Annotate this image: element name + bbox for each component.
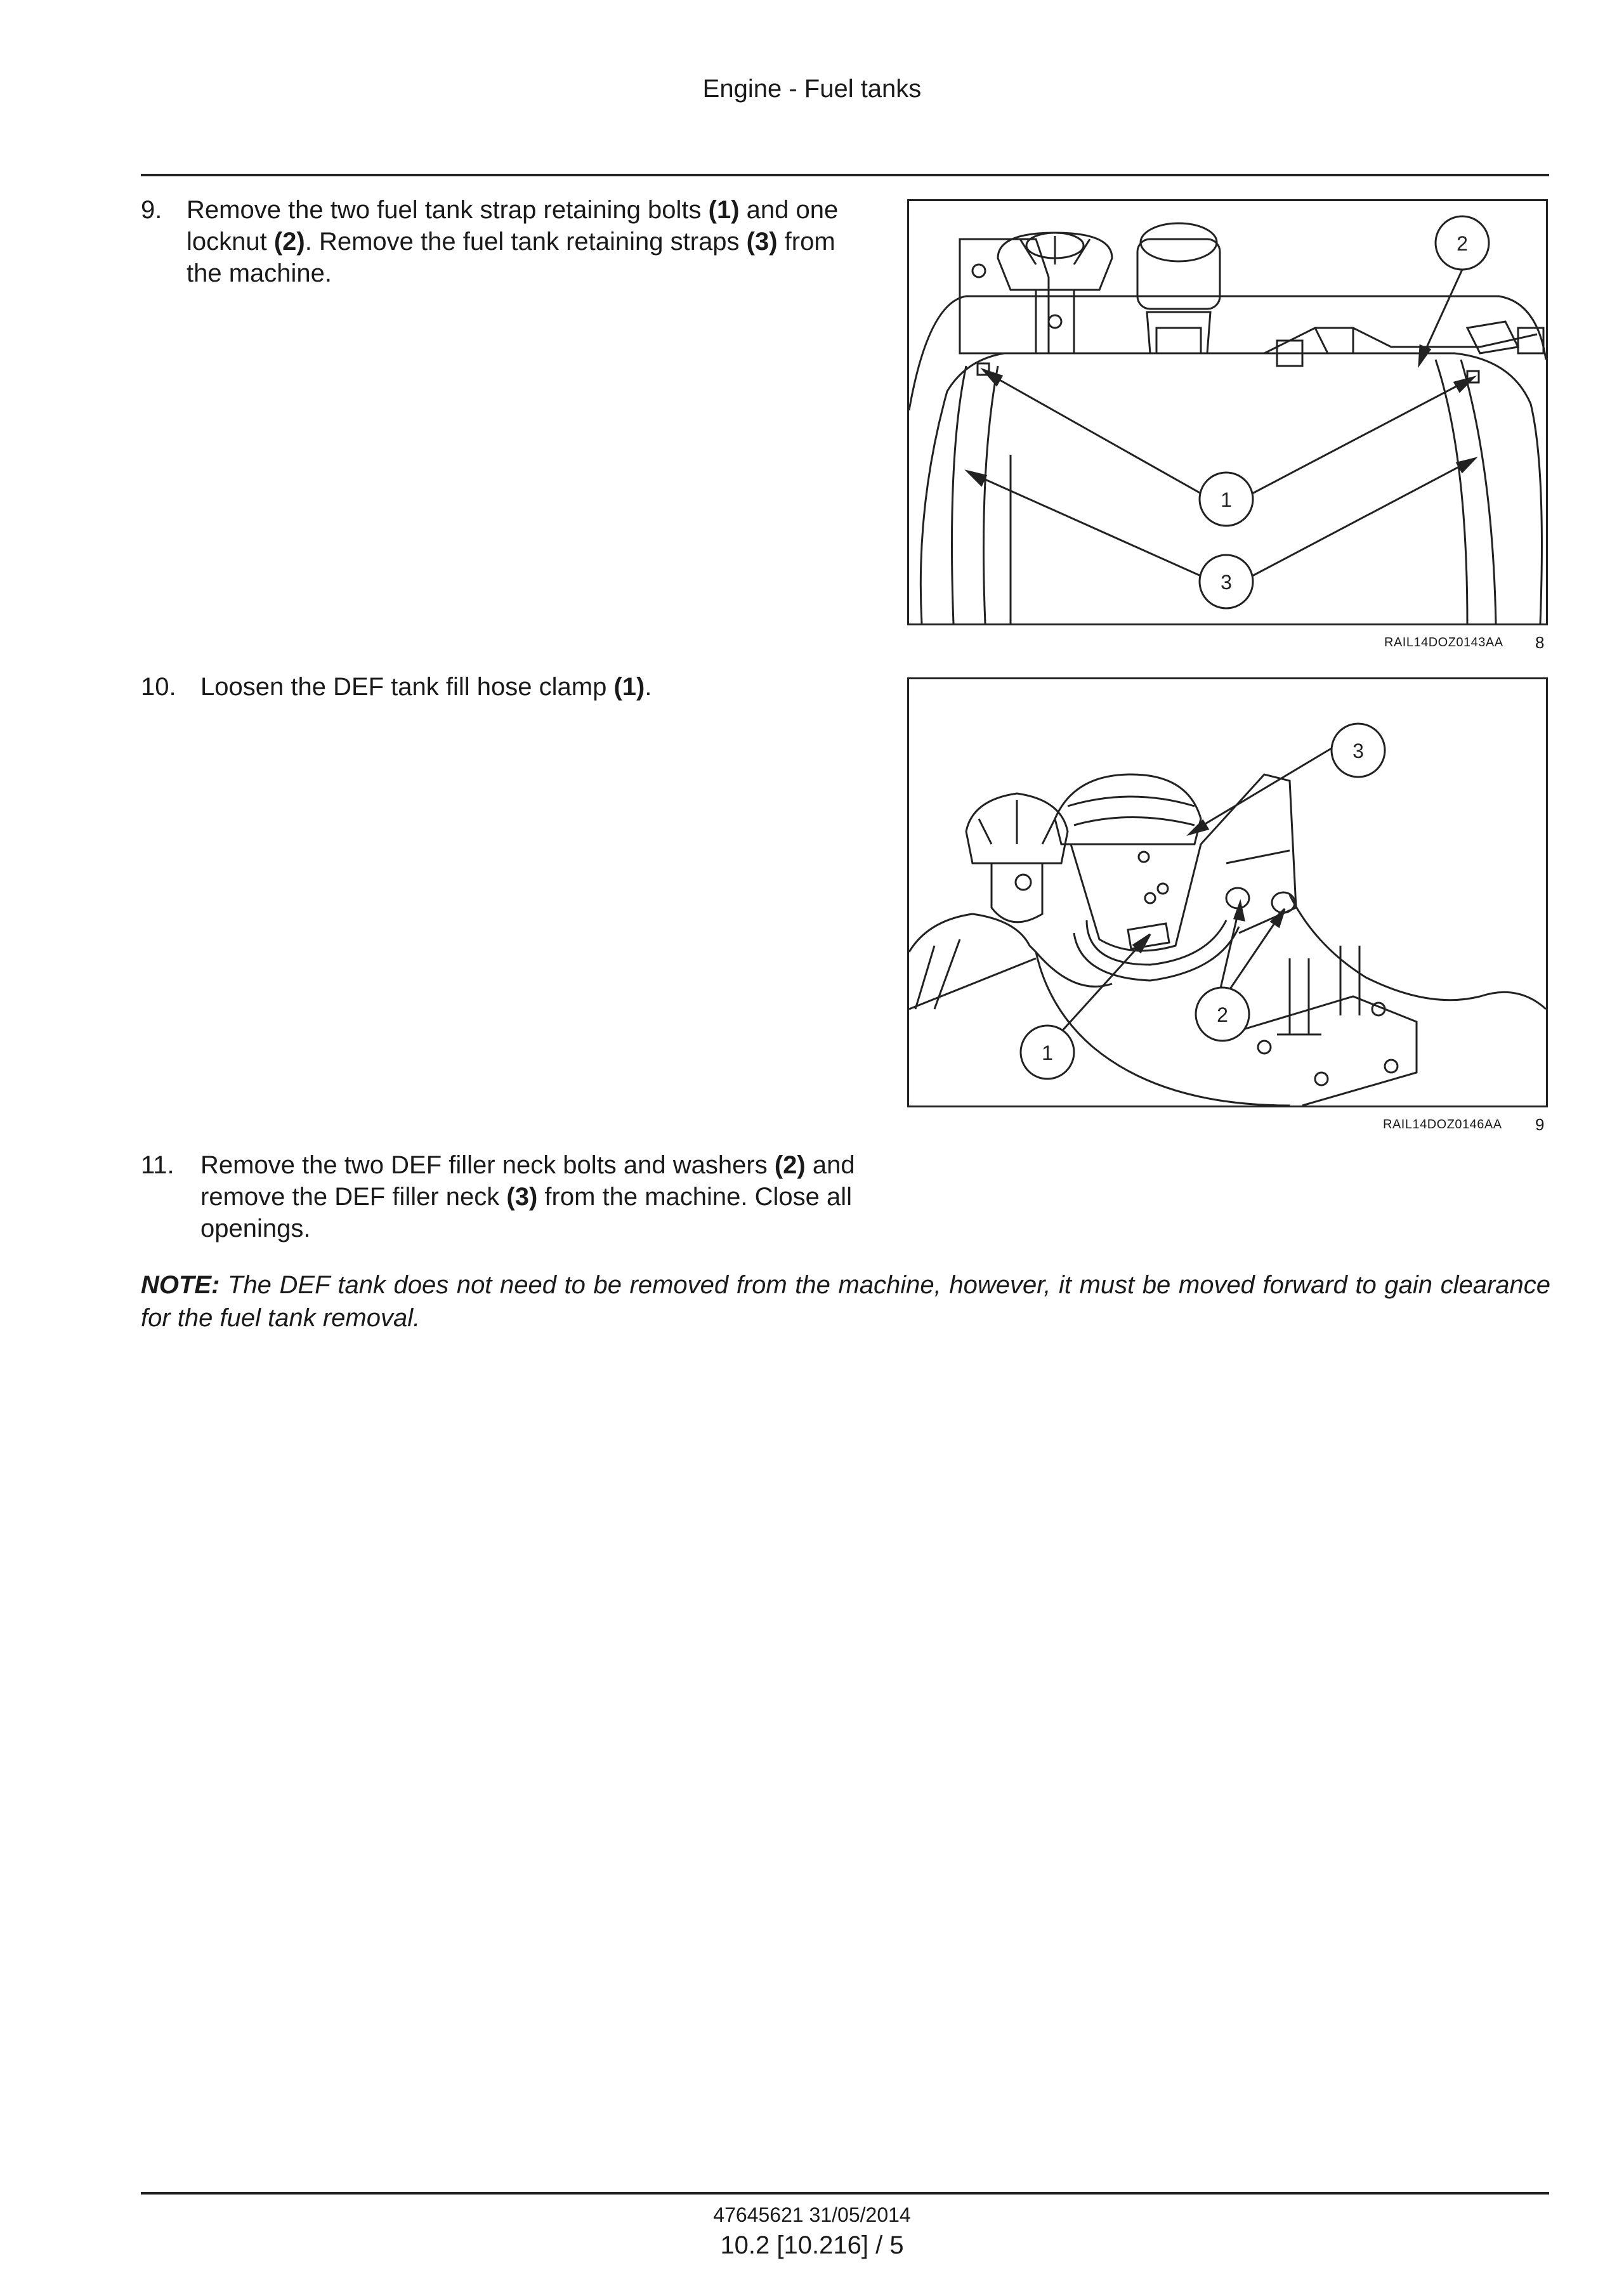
step-text: Remove the two DEF filler neck bolts and washers (2) and remove the DEF filler neck (3) from the machine. Close all openings. bbox=[200, 1151, 855, 1243]
footer-rule bbox=[141, 2192, 1549, 2195]
figure-9-def-filler-neck bbox=[907, 677, 1548, 1107]
def-tank-illustration bbox=[909, 679, 1546, 1106]
step-11 bbox=[141, 1149, 864, 1244]
figure-8-caption: RAIL14DOZ0143AA bbox=[1384, 636, 1503, 649]
callout-2: 2 bbox=[1457, 232, 1468, 255]
page-header-title: Engine - Fuel tanks bbox=[702, 75, 922, 103]
figure-8-fuel-tank-straps bbox=[907, 199, 1548, 625]
figure-9-caption: RAIL14DOZ0146AA bbox=[1383, 1118, 1502, 1132]
figure-9-number: 9 bbox=[1535, 1115, 1545, 1134]
callout-2: 2 bbox=[1217, 1003, 1228, 1026]
note-text: The DEF tank does not need to be removed from the machine, however, it must be moved forward to gain clearance for the fuel tank removal. bbox=[141, 1271, 1550, 1332]
callout-3: 3 bbox=[1352, 740, 1364, 762]
step-text: Loosen the DEF tank fill hose clamp (1). bbox=[200, 673, 652, 701]
step-number: 9. bbox=[141, 196, 162, 224]
footer-doc-code: 47645621 31/05/2014 bbox=[713, 2203, 911, 2226]
callout-1: 1 bbox=[1042, 1041, 1053, 1064]
note-label: NOTE: bbox=[141, 1271, 220, 1299]
step-9 bbox=[141, 194, 864, 289]
step-number: 10. bbox=[141, 673, 176, 701]
fuel-tank-illustration bbox=[909, 201, 1546, 623]
figure-8-number: 8 bbox=[1535, 633, 1545, 652]
step-number: 11. bbox=[141, 1151, 174, 1179]
header-rule bbox=[141, 174, 1549, 176]
callout-3: 3 bbox=[1221, 571, 1232, 594]
step-text: Remove the two fuel tank strap retaining bolts (1) and one locknut (2). Remove the fuel tank retaining straps (3) from the machine. bbox=[187, 196, 839, 287]
step-10 bbox=[141, 671, 864, 703]
callout-1: 1 bbox=[1221, 488, 1232, 511]
footer-page-number: 10.2 [10.216] / 5 bbox=[720, 2231, 904, 2259]
note-paragraph bbox=[141, 1269, 1550, 1334]
